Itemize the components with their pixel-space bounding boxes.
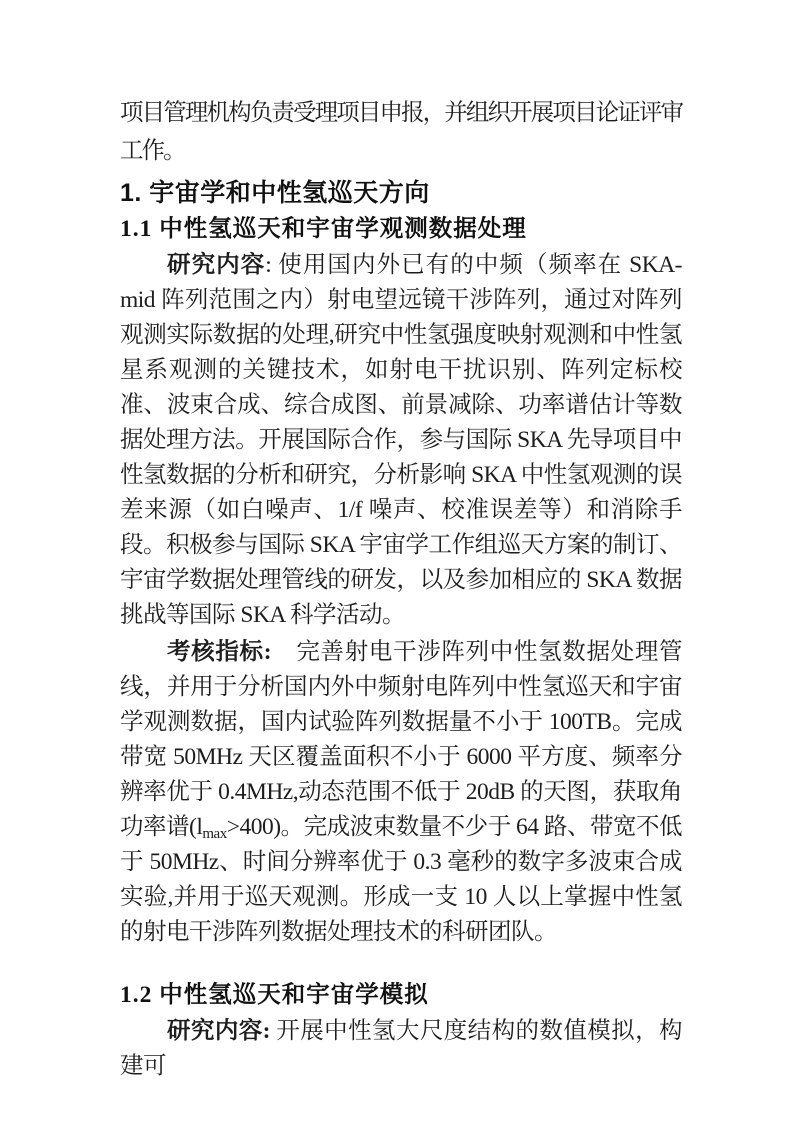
subsection-1-1-heading: 1.1 中性氢巡天和宇宙学观测数据处理 — [120, 216, 527, 242]
kpi-label: 考核指标: — [167, 639, 272, 665]
research-content-paragraph-1-1 — [120, 248, 682, 633]
kpi-paragraph-1-1 — [120, 635, 682, 950]
kpi-text-before-subscript: 完善射电干涉阵列中性氢数据处理管线，并用于分析国内外中频射电阵列中性氢巡天和宇宙学观测数据，国内试验阵列数据量不小于 100TB。完成带宽 50MHz 天区覆盖面积不小于 6000 平方度、频率分辨率优于 0.4MHz,动态范围不低于 20dB 的天图，获取角功率谱(l — [120, 639, 683, 840]
research-content-label: 研究内容 — [167, 252, 266, 278]
research-content-text-1-2: 开展中性氢大尺度结构的数值模拟，构建可 — [120, 1018, 683, 1079]
section-1-heading: 1. 宇宙学和中性氢巡天方向 — [120, 179, 430, 207]
kpi-text-after-subscript: >400)。完成波束数量不少于 64 路、带宽不低于 50MHz、时间分辨率优于 0.3 毫秒的数字多波束合成实验,并用于巡天观测。形成一支 10 人以上掌握中性氢的射电干涉阵列数据处理技术的科研团队。 — [120, 814, 682, 945]
subsection-1-2-heading: 1.2 中性氢巡天和宇宙学模拟 — [120, 982, 429, 1008]
research-content-paragraph-1-2 — [120, 1014, 682, 1084]
research-content-label-1-2: 研究内容: — [167, 1018, 271, 1044]
research-content-text: 使用国内外已有的中频（频率在 SKA-mid 阵列范围之内）射电望远镜干涉阵列，通过对阵列观测实际数据的处理,研究中性氢强度映射观测和中性氢星系观测的关键技术，如射电干扰识别、阵列定标校准、波束合成、综合成图、前景减除、功率谱估计等数据处理方法。开展国际合作，参与国际 SKA 先导项目中性氢数据的分析和研究，分析影响 SKA 中性氢观测的误差来源（如白噪声、1/f 噪声、校准误差等）和消除手段。积极参与国际 SKA 宇宙学工作组巡天方案的制订、宇宙学数据处理管线的研发，以及参加相应的 SKA 数据挑战等国际 SKA 科学活动。 — [120, 252, 683, 628]
research-content-colon: : — [265, 252, 279, 278]
lmax-subscript: max — [202, 826, 227, 842]
intro-paragraph: 项目管理机构负责受理项目申报，并组织开展项目论证评审工作。 — [120, 100, 682, 164]
